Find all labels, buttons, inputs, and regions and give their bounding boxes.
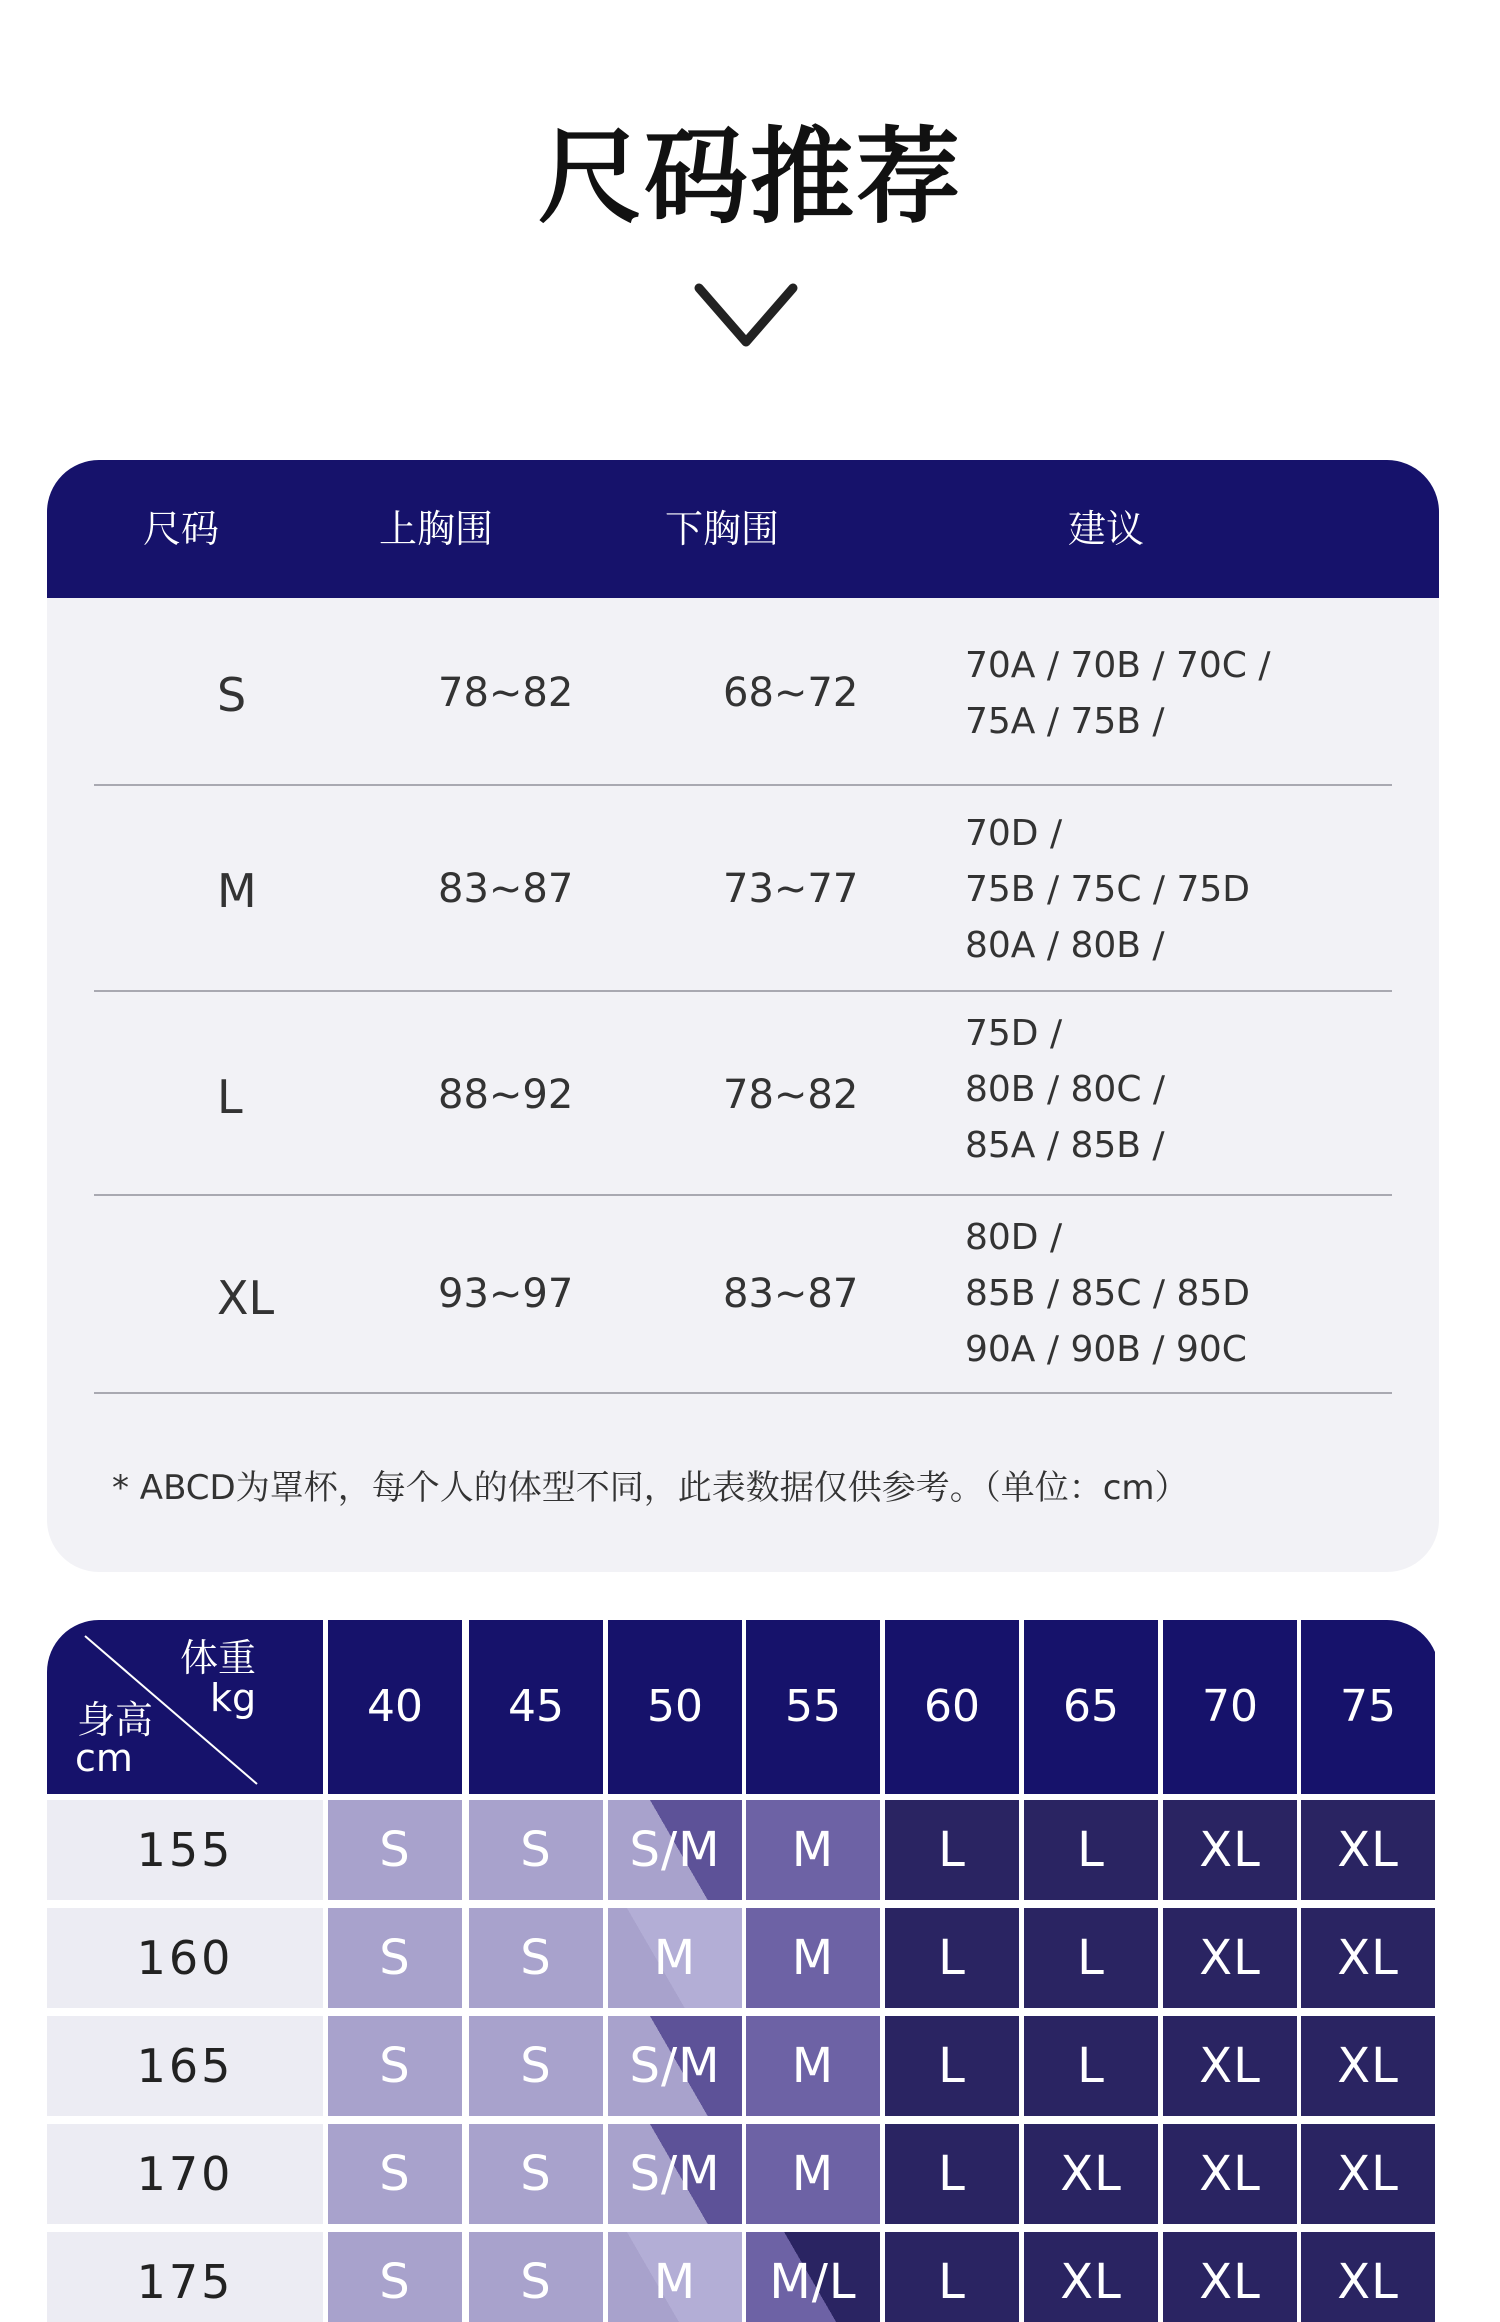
size-cell: L xyxy=(1024,1800,1158,1900)
row-upper-bust: 88~92 xyxy=(438,1072,574,1118)
size-cell: S/M xyxy=(608,2016,742,2116)
size-cell: XL xyxy=(1163,1800,1297,1900)
header-under-bust: 下胸围 xyxy=(665,507,780,551)
suggestion-line: 80D / xyxy=(965,1217,1063,1258)
height-label: 身高 xyxy=(77,1698,154,1742)
suggestion-line: 75A / 75B / xyxy=(965,701,1165,742)
size-table-card xyxy=(47,460,1439,1572)
size-cell: L xyxy=(1024,1908,1158,2008)
row-suggestion xyxy=(965,1210,1250,1378)
row-size: L xyxy=(217,1070,243,1124)
row-upper-bust: 93~97 xyxy=(438,1271,574,1317)
size-cell: M xyxy=(608,1908,742,2008)
size-cell: L xyxy=(885,2016,1019,2116)
row-suggestion xyxy=(965,1006,1165,1174)
size-cell: S xyxy=(328,2232,462,2322)
row-suggestion xyxy=(965,638,1271,750)
weight-unit: kg xyxy=(210,1676,257,1720)
row-under-bust: 78~82 xyxy=(723,1072,859,1118)
size-cell: XL xyxy=(1301,2232,1435,2322)
weight-header-55: 55 xyxy=(746,1620,880,1794)
row-upper-bust: 83~87 xyxy=(438,866,574,912)
size-cell: S xyxy=(469,2016,603,2116)
row-size: M xyxy=(217,864,257,918)
weight-header-60: 60 xyxy=(885,1620,1019,1794)
size-cell: S xyxy=(469,2124,603,2224)
size-cell: L xyxy=(1024,2016,1158,2116)
suggestion-line: 75D / xyxy=(965,1013,1063,1054)
size-cell: XL xyxy=(1024,2232,1158,2322)
row-size: XL xyxy=(217,1271,275,1325)
row-suggestion xyxy=(965,806,1250,974)
row-size: S xyxy=(217,668,247,722)
weight-header-65: 65 xyxy=(1024,1620,1158,1794)
size-cell: S/M xyxy=(608,1800,742,1900)
size-cell: M xyxy=(746,1800,880,1900)
suggestion-line: 80A / 80B / xyxy=(965,925,1165,966)
size-cell: XL xyxy=(1163,1908,1297,2008)
table-row xyxy=(94,786,1392,992)
height-cell-170: 170 xyxy=(47,2124,323,2224)
page-title: 尺码推荐 xyxy=(537,116,962,238)
size-cell: XL xyxy=(1301,2124,1435,2224)
size-cell: S xyxy=(328,1800,462,1900)
size-cell: S/M xyxy=(608,2124,742,2224)
size-cell: L xyxy=(885,2124,1019,2224)
row-under-bust: 73~77 xyxy=(723,866,859,912)
weight-header-70: 70 xyxy=(1163,1620,1297,1794)
row-upper-bust: 78~82 xyxy=(438,670,574,716)
weight-header-40: 40 xyxy=(328,1620,462,1794)
size-cell: M xyxy=(746,2124,880,2224)
grid-corner-header xyxy=(47,1620,323,1794)
table-note: * ABCD为罩杯，每个人的体型不同，此表数据仅供参考。（单位：cm） xyxy=(112,1468,1189,1508)
size-cell: XL xyxy=(1301,1908,1435,2008)
size-cell: S xyxy=(469,2232,603,2322)
height-cell-160: 160 xyxy=(47,1908,323,2008)
size-cell: S xyxy=(328,2016,462,2116)
suggestion-line: 70D / xyxy=(965,813,1063,854)
size-cell: M xyxy=(746,2016,880,2116)
size-cell: XL xyxy=(1163,2016,1297,2116)
suggestion-line: 90A / 90B / 90C xyxy=(965,1329,1247,1370)
height-cell-175: 175 xyxy=(47,2232,323,2322)
height-cell-155: 155 xyxy=(47,1800,323,1900)
size-cell: S xyxy=(469,1800,603,1900)
size-cell: S xyxy=(328,2124,462,2224)
header-size: 尺码 xyxy=(143,507,220,551)
size-cell: S xyxy=(328,1908,462,2008)
size-cell: M xyxy=(608,2232,742,2322)
size-cell: XL xyxy=(1301,2016,1435,2116)
row-under-bust: 83~87 xyxy=(723,1271,859,1317)
table-row xyxy=(94,598,1392,786)
suggestion-line: 85A / 85B / xyxy=(965,1125,1165,1166)
weight-header-50: 50 xyxy=(608,1620,742,1794)
size-cell: M/L xyxy=(746,2232,880,2322)
size-cell: XL xyxy=(1163,2232,1297,2322)
size-table-header xyxy=(47,460,1439,598)
weight-label: 体重 xyxy=(180,1636,257,1680)
size-cell: L xyxy=(885,2232,1019,2322)
height-cell-165: 165 xyxy=(47,2016,323,2116)
weight-header-75: 75 xyxy=(1301,1620,1435,1794)
suggestion-line: 70A / 70B / 70C / xyxy=(965,645,1271,686)
header-upper-bust: 上胸围 xyxy=(379,507,494,551)
chevron-down-icon xyxy=(693,280,799,352)
height-weight-grid xyxy=(47,1620,1439,2322)
table-row xyxy=(94,1196,1392,1394)
suggestion-line: 80B / 80C / xyxy=(965,1069,1166,1110)
size-cell: L xyxy=(885,1908,1019,2008)
size-cell: XL xyxy=(1024,2124,1158,2224)
table-row xyxy=(94,992,1392,1196)
weight-header-45: 45 xyxy=(469,1620,603,1794)
suggestion-line: 75B / 75C / 75D xyxy=(965,869,1251,910)
size-cell: XL xyxy=(1301,1800,1435,1900)
row-under-bust: 68~72 xyxy=(723,670,859,716)
size-cell: M xyxy=(746,1908,880,2008)
size-cell: S xyxy=(469,1908,603,2008)
header-suggestion: 建议 xyxy=(1068,507,1145,551)
suggestion-line: 85B / 85C / 85D xyxy=(965,1273,1251,1314)
size-cell: XL xyxy=(1163,2124,1297,2224)
height-unit: cm xyxy=(75,1736,133,1780)
size-cell: L xyxy=(885,1800,1019,1900)
